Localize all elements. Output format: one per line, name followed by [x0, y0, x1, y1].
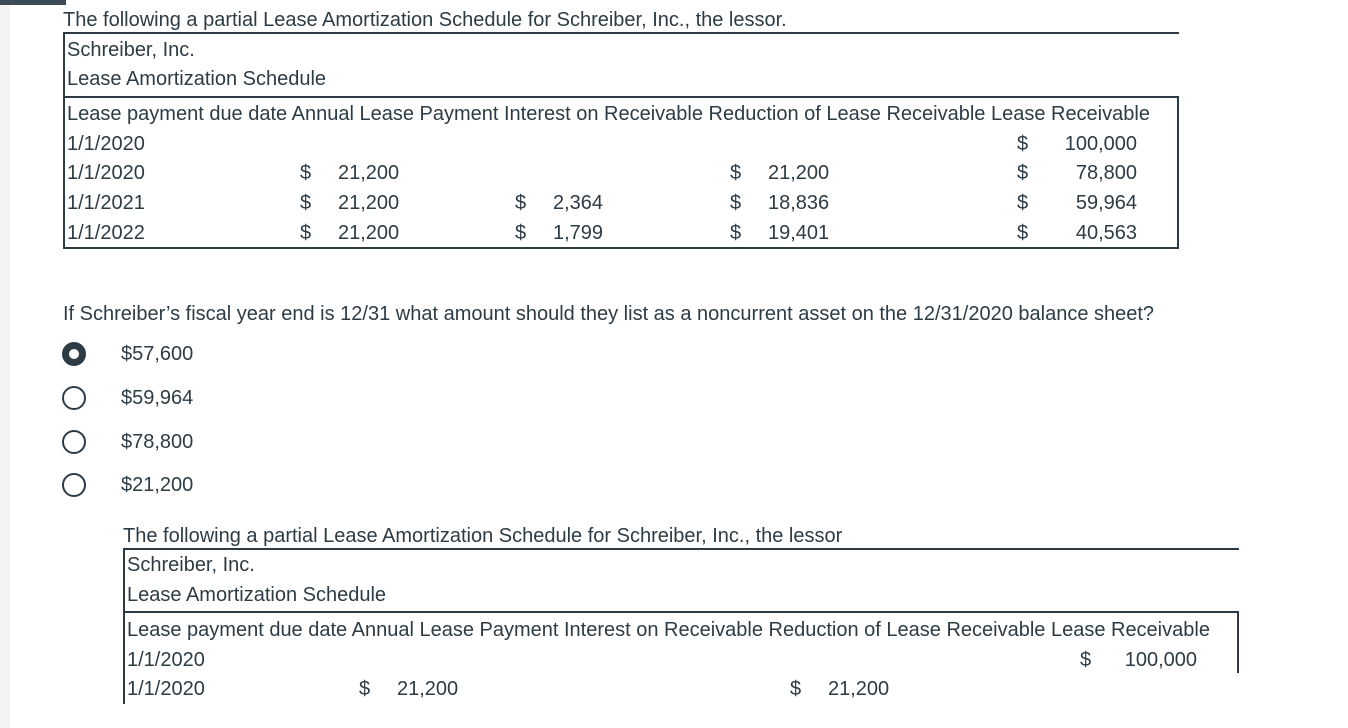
row-receivable: 100,000: [1124, 649, 1197, 671]
table-top-border: [63, 96, 1179, 98]
row-payment: 21,200: [338, 192, 400, 214]
option-57600[interactable]: [62, 340, 222, 368]
currency-sign: $: [300, 222, 312, 244]
row-payment: 21,200: [397, 678, 459, 700]
table-right-border: [1237, 611, 1239, 673]
table-header: Lease payment due date Annual Lease Payment Interest on Receivable Reduction of Lease Receivable Lease Receivable: [127, 619, 1210, 641]
row-reduction: 21,200: [768, 162, 830, 184]
table-left-border: [123, 611, 125, 704]
divider: [63, 34, 65, 96]
option-label[interactable]: $21,200: [121, 474, 194, 496]
radio-button[interactable]: [62, 473, 86, 497]
row-date: 1/1/2020: [67, 162, 145, 184]
row-date: 1/1/2021: [67, 192, 145, 214]
row-payment: 21,200: [338, 222, 400, 244]
option-label[interactable]: $57,600: [121, 343, 194, 365]
row-receivable: 40,563: [1075, 222, 1137, 244]
radio-button-selected[interactable]: [62, 342, 86, 366]
table-right-border: [1177, 96, 1179, 249]
row-interest: 1,799: [553, 222, 604, 244]
row-receivable: 78,800: [1075, 162, 1137, 184]
row-date: 1/1/2020: [127, 678, 205, 700]
divider: [63, 32, 1179, 34]
currency-sign: $: [790, 678, 802, 700]
top-tab-indicator: [0, 0, 66, 5]
currency-sign: $: [300, 192, 312, 214]
currency-sign: $: [1017, 133, 1029, 155]
schedule-subtitle: Lease Amortization Schedule: [127, 584, 387, 606]
schedule-intro: The following a partial Lease Amortization Schedule for Schreiber, Inc., the lessor: [123, 525, 843, 547]
radio-button[interactable]: [62, 430, 86, 454]
row-reduction: 19,401: [768, 222, 830, 244]
schedule-intro: The following a partial Lease Amortization Schedule for Schreiber, Inc., the lessor.: [63, 9, 787, 31]
company-name: Schreiber, Inc.: [67, 39, 195, 61]
row-reduction: 18,836: [768, 192, 830, 214]
row-interest: 2,364: [553, 192, 604, 214]
row-reduction: 21,200: [828, 678, 890, 700]
company-name: Schreiber, Inc.: [127, 554, 255, 576]
row-date: 1/1/2020: [127, 649, 205, 671]
divider: [123, 548, 1239, 550]
currency-sign: $: [515, 192, 527, 214]
option-78800[interactable]: [62, 428, 222, 456]
row-payment: 21,200: [338, 162, 400, 184]
table-left-border: [63, 96, 65, 249]
row-receivable: 100,000: [1064, 133, 1137, 155]
currency-sign: $: [1017, 222, 1029, 244]
row-date: 1/1/2020: [67, 133, 145, 155]
option-59964[interactable]: [62, 384, 222, 412]
option-21200[interactable]: [62, 471, 222, 499]
currency-sign: $: [359, 678, 371, 700]
currency-sign: $: [515, 222, 527, 244]
currency-sign: $: [300, 162, 312, 184]
table-bottom-border: [63, 247, 1179, 249]
question-text: If Schreiber’s fiscal year end is 12/31 what amount should they list as a noncurrent asset on the 12/31/2020 balance sheet?: [63, 303, 1155, 325]
table-top-border: [123, 611, 1239, 613]
option-label[interactable]: $59,964: [121, 387, 194, 409]
table-header: Lease payment due date Annual Lease Payment Interest on Receivable Reduction of Lease Receivable Lease Receivable: [67, 103, 1150, 125]
page-gutter: [0, 0, 10, 728]
currency-sign: $: [1017, 192, 1029, 214]
option-label[interactable]: $78,800: [121, 431, 194, 453]
schedule-subtitle: Lease Amortization Schedule: [67, 68, 327, 90]
currency-sign: $: [1080, 649, 1092, 671]
radio-button[interactable]: [62, 386, 86, 410]
row-receivable: 59,964: [1075, 192, 1137, 214]
divider: [123, 550, 125, 612]
currency-sign: $: [730, 222, 742, 244]
currency-sign: $: [1017, 162, 1029, 184]
row-date: 1/1/2022: [67, 222, 145, 244]
currency-sign: $: [730, 162, 742, 184]
currency-sign: $: [730, 192, 742, 214]
